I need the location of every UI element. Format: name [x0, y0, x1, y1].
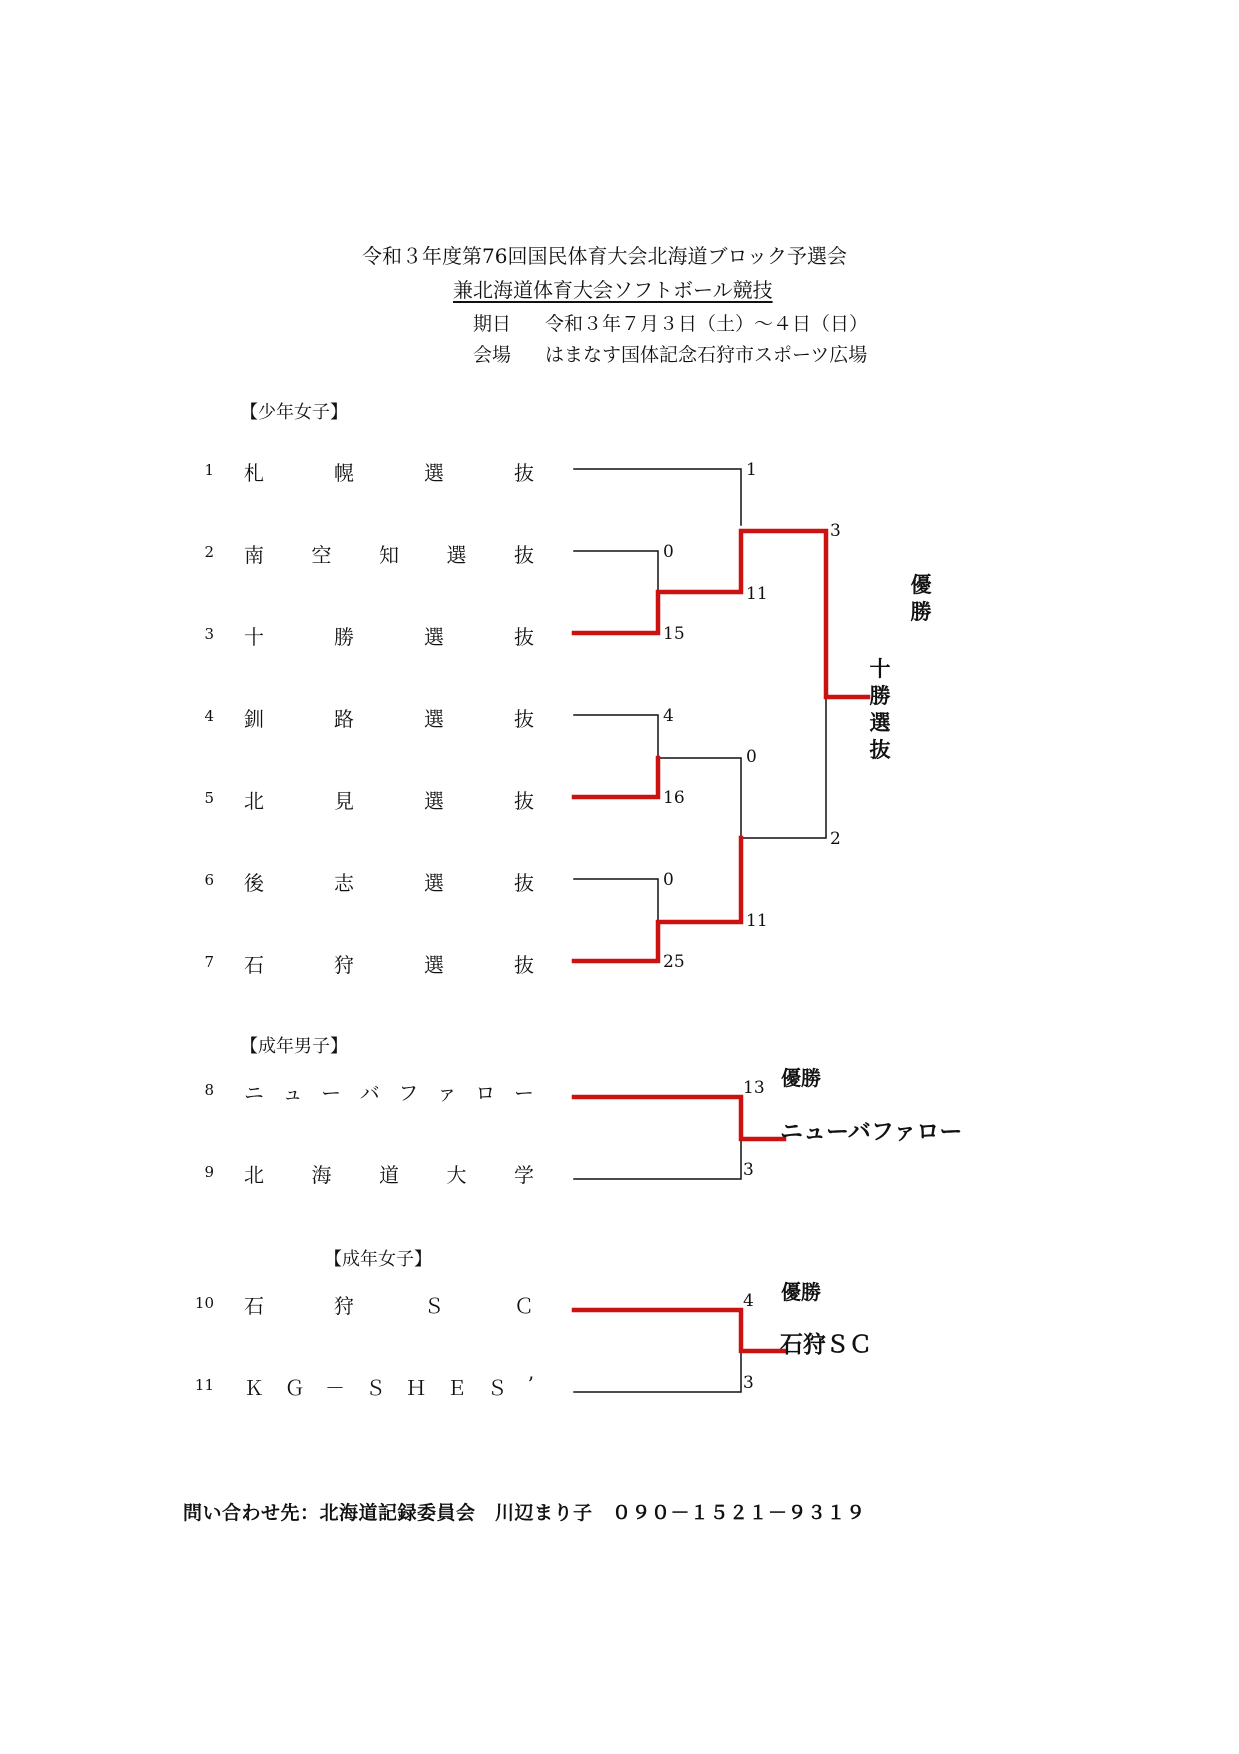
team-char: 大 — [446, 1163, 467, 1187]
team-char: － — [325, 1376, 346, 1400]
bracket-line — [574, 551, 658, 592]
venue-label: 会場 — [473, 344, 512, 366]
champion-label: 優勝 — [781, 1066, 821, 1090]
champion-name: 石狩ＳＣ — [780, 1332, 872, 1358]
bracket-line — [574, 1351, 741, 1392]
team-char: 抜 — [514, 625, 534, 649]
score: 3 — [743, 1373, 754, 1393]
bracket-win-line — [574, 531, 868, 697]
score: 2 — [830, 829, 841, 849]
score: 1 — [746, 460, 757, 480]
section-adult-women: 【成年女子】 — [324, 1249, 432, 1270]
team-char: Ｓ — [424, 1294, 444, 1318]
section-adult-men: 【成年男子】 — [240, 1036, 348, 1057]
champion-name — [868, 656, 892, 764]
bracket-line — [574, 879, 658, 922]
champion-name-char: 選 — [869, 711, 891, 735]
score: 4 — [743, 1291, 754, 1311]
team-char: Ｃ — [514, 1294, 534, 1318]
champion-label-char: 優 — [910, 573, 932, 597]
score: 15 — [663, 624, 685, 644]
bracket-win-line — [574, 1310, 784, 1351]
team-char: ァ — [436, 1081, 457, 1105]
score: 3 — [743, 1160, 754, 1180]
team-number: 11 — [194, 1376, 214, 1394]
page-title: 令和３年度第76回国民体育大会北海道ブロック予選会 — [362, 244, 848, 268]
team-char: 北 — [244, 789, 264, 813]
venue-value: はまなす国体記念石狩市スポーツ広場 — [545, 344, 868, 366]
score: 3 — [830, 521, 841, 541]
score: 11 — [746, 911, 768, 931]
team-char: 抜 — [514, 789, 534, 813]
team-char: ー — [321, 1081, 342, 1105]
bracket-win-line — [574, 758, 658, 797]
champion-label — [909, 572, 933, 626]
team-char: 選 — [424, 461, 444, 485]
champion-name-char: 十 — [869, 657, 891, 681]
team-char: フ — [398, 1081, 419, 1105]
team-char: 選 — [424, 625, 444, 649]
date-label: 期日 — [473, 313, 512, 335]
bracket-line — [574, 469, 741, 525]
champion-name-char: 勝 — [869, 684, 891, 708]
team-number: 6 — [204, 871, 214, 889]
team-char: 海 — [311, 1163, 332, 1187]
team-char: 北 — [244, 1163, 264, 1187]
section-youth-girls: 【少年女子】 — [240, 402, 348, 423]
team-char: Ｋ — [244, 1376, 264, 1400]
team-number: 5 — [204, 789, 214, 807]
team-number: 1 — [204, 461, 214, 479]
champion-label-char: 勝 — [910, 600, 932, 624]
bracket-line — [574, 715, 658, 758]
contact-info: 問い合わせ先：北海道記録委員会 川辺まり子 ０９０－１５２１－９３１９ — [183, 1502, 866, 1524]
team-char: 抜 — [514, 461, 534, 485]
team-char: 石 — [244, 1294, 264, 1318]
team-char: Ｅ — [446, 1376, 467, 1400]
team-char: ’ — [527, 1372, 534, 1396]
bracket-line — [741, 697, 826, 838]
team-number: 9 — [204, 1163, 214, 1181]
team-char: 選 — [446, 543, 467, 567]
team-number: 4 — [204, 707, 214, 725]
team-char: 狩 — [334, 1294, 354, 1318]
team-char: 札 — [244, 461, 264, 485]
champion-name-char: 抜 — [869, 738, 891, 762]
team-char: ュ — [282, 1081, 303, 1105]
page-subtitle: 兼北海道体育大会ソフトボール競技 — [453, 278, 773, 302]
score: 0 — [663, 542, 674, 562]
team-number: 7 — [204, 953, 214, 971]
bracket-line — [574, 1139, 741, 1179]
team-number: 2 — [204, 543, 214, 561]
score: 4 — [663, 706, 674, 726]
team-char: 抜 — [514, 543, 534, 567]
team-char: 十 — [244, 625, 264, 649]
team-char: 抜 — [514, 871, 534, 895]
bracket-win-line — [574, 1097, 784, 1139]
team-char: バ — [359, 1081, 380, 1105]
team-char: Ｓ — [365, 1376, 386, 1400]
score: 0 — [663, 870, 674, 890]
team-char: 志 — [334, 871, 354, 895]
date-value: 令和３年７月３日（土）～４日（日） — [545, 313, 869, 335]
team-char: 学 — [514, 1163, 534, 1187]
score: 16 — [663, 788, 685, 808]
team-char: ニ — [244, 1081, 264, 1105]
team-char: 選 — [424, 871, 444, 895]
team-number: 8 — [204, 1081, 214, 1099]
team-char: 幌 — [334, 461, 354, 485]
team-char: 南 — [244, 543, 264, 567]
champion-name: ニューバファロー — [780, 1119, 963, 1145]
team-char: 知 — [379, 543, 399, 567]
team-char: Ｇ — [284, 1376, 305, 1400]
score: 0 — [746, 747, 757, 767]
team-char: 後 — [244, 871, 264, 895]
team-char: 道 — [379, 1163, 399, 1187]
team-char: ロ — [475, 1081, 496, 1105]
champion-label: 優勝 — [781, 1280, 821, 1304]
team-char: 路 — [334, 707, 354, 731]
team-char: Ｓ — [487, 1376, 508, 1400]
team-char: 抜 — [514, 707, 534, 731]
team-number: 3 — [204, 625, 214, 643]
team-char: 勝 — [334, 625, 354, 649]
team-char: 釧 — [244, 707, 264, 731]
team-char: Ｈ — [406, 1376, 427, 1400]
team-number: 10 — [194, 1294, 214, 1312]
team-char: 選 — [424, 789, 444, 813]
team-char: 見 — [334, 789, 354, 813]
team-char: 石 — [244, 953, 264, 977]
team-char: 選 — [424, 707, 444, 731]
team-char: 狩 — [334, 953, 354, 977]
score: 11 — [746, 584, 768, 604]
score: 25 — [663, 952, 685, 972]
team-char: 選 — [424, 953, 444, 977]
score: 13 — [743, 1078, 765, 1098]
team-char: ー — [513, 1081, 534, 1105]
team-char: 空 — [311, 543, 332, 567]
team-char: 抜 — [514, 953, 534, 977]
